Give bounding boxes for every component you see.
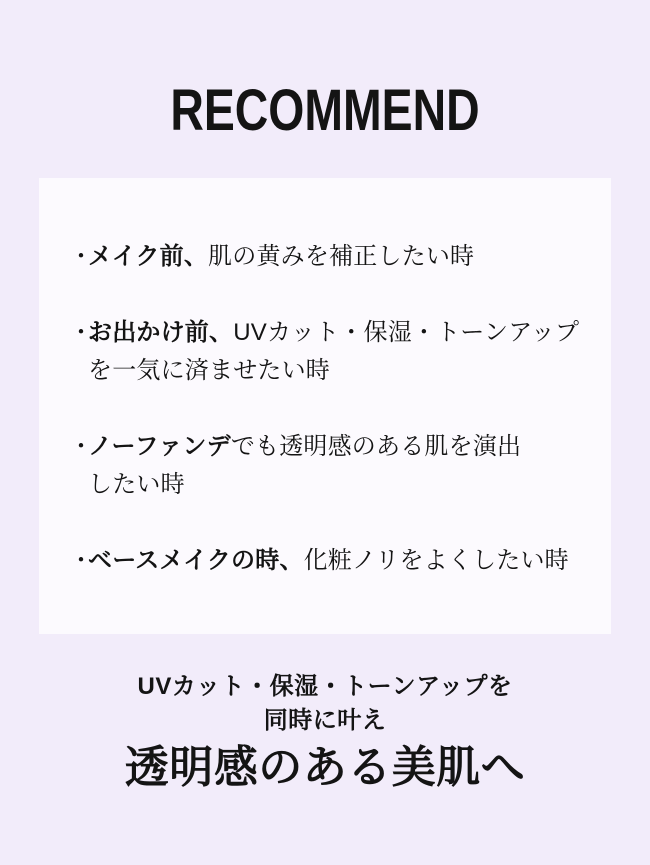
footer-message [0,670,650,794]
bullet-bold-phrase: メイク前、 [88,243,209,270]
bullet-item-outing [69,314,585,390]
bullet-item-makeup [69,238,585,276]
footer-subline-2: 同時に叶え [263,707,387,734]
bullet-text [88,542,569,580]
bullet-line: を一気に済ませたい時 [88,357,330,384]
bullet-line: 肌の黄みを補正したい時 [208,243,475,270]
bullet-bold-phrase: ノーファンデ [88,433,231,460]
bullet-item-base-makeup [69,542,585,580]
bullet-bold-phrase: お出かけ前、 [88,319,234,346]
bullet-dot-icon: ・ [69,319,94,346]
bullet-text [88,238,474,276]
bullet-bold-phrase: ベースメイクの時、 [88,547,304,574]
section-title: RECOMMEND [170,78,480,143]
bullet-line: 化粧ノリをよくしたい時 [303,547,569,574]
bullet-dot-icon: ・ [69,243,94,270]
bullet-text [88,314,579,390]
recommend-card [39,178,611,634]
footer-subline-1: UVカット・保湿・トーンアップを [137,673,513,700]
bullet-item-no-foundation [69,428,585,504]
bullet-line: UVカット・保湿・トーンアップ [233,319,580,346]
footer-headline: 透明感のある美肌へ [124,743,526,792]
bullet-line: したい時 [88,471,185,498]
bullet-dot-icon: ・ [69,433,94,460]
bullet-dot-icon: ・ [69,547,94,574]
bullet-list [69,238,585,580]
bullet-text [88,428,521,504]
bullet-line: でも透明感のある肌を演出 [230,433,522,460]
